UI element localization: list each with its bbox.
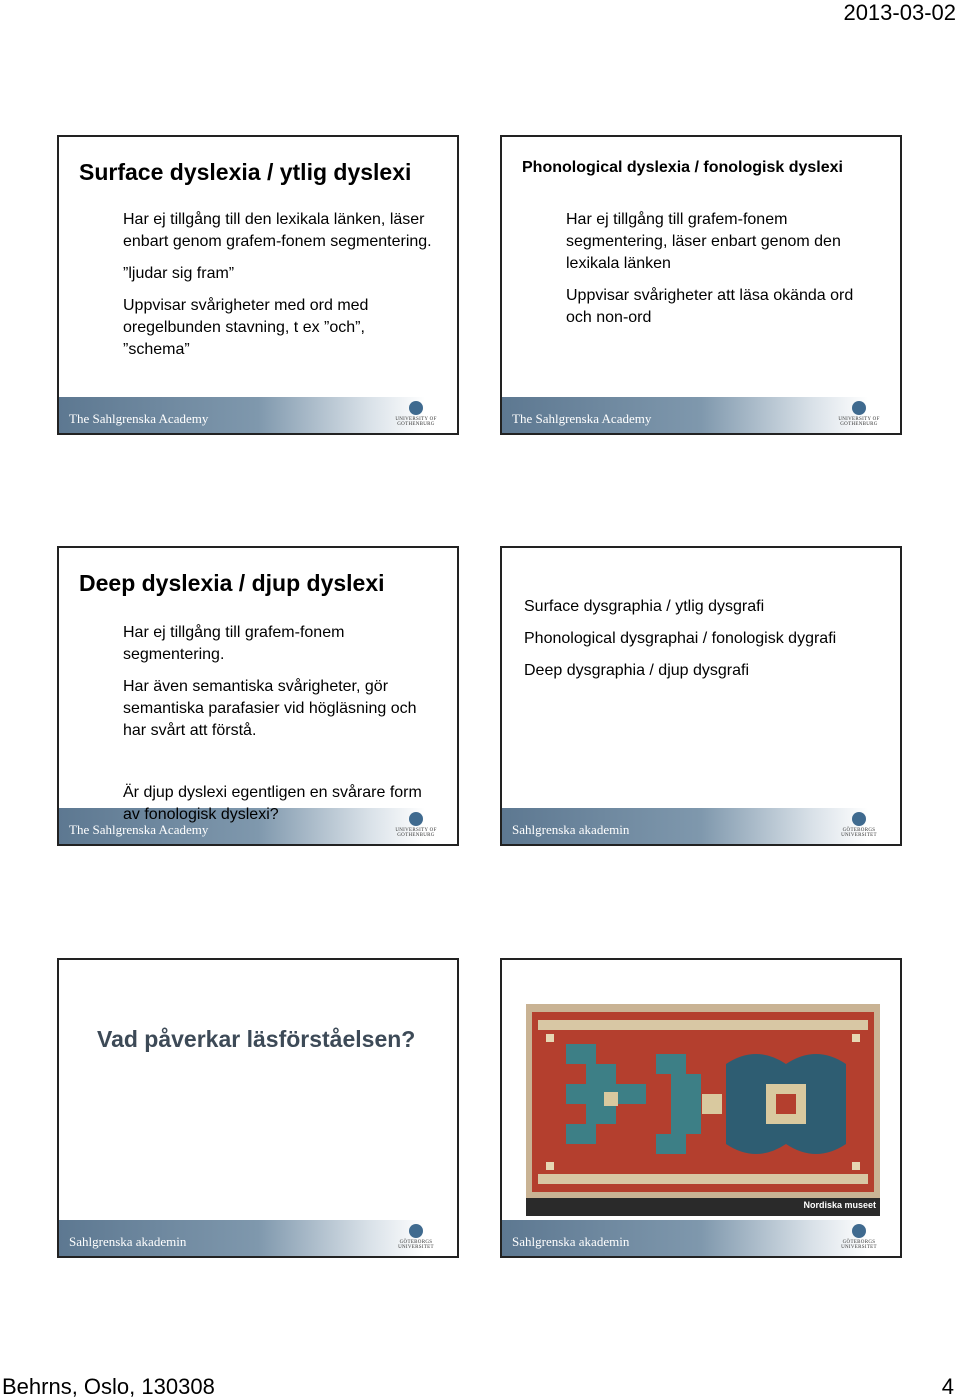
slide-paragraph: Har ej tillgång till den lexikala länken, läser enbart genom grafem-fonem segmentering. bbox=[123, 211, 432, 250]
university-logo bbox=[383, 812, 449, 838]
university-seal-icon bbox=[409, 812, 423, 826]
university-logo-text: UNIVERSITY OF GOTHENBURG bbox=[838, 417, 880, 427]
university-seal-icon bbox=[409, 1224, 423, 1238]
university-logo-text: UNIVERSITY OF GOTHENBURG bbox=[395, 417, 437, 427]
university-logo bbox=[383, 1224, 449, 1250]
slide-body bbox=[123, 622, 433, 752]
academy-label: Sahlgrenska akademin bbox=[512, 822, 630, 837]
university-logo bbox=[383, 401, 449, 427]
slide-paragraph: ”ljudar sig fram” bbox=[123, 265, 235, 282]
image-caption: Nordiska museet bbox=[803, 1200, 876, 1210]
slide-paragraph: Deep dysgraphia / djup dysgrafi bbox=[524, 662, 750, 679]
slide-phonological-dyslexia bbox=[500, 135, 902, 435]
slide-paragraph: Har ej tillgång till grafem-fonem segmentering, läser enbart genom den lexikala länken bbox=[566, 211, 841, 272]
slide-paragraph: Har ej tillgång till grafem-fonem segmentering. bbox=[123, 624, 345, 663]
university-logo bbox=[826, 1224, 892, 1250]
academy-label: The Sahlgrenska Academy bbox=[69, 822, 209, 837]
woven-textile-image bbox=[526, 1004, 880, 1200]
page-number: 4 bbox=[941, 1374, 954, 1399]
slide-question: Är djup dyslexi egentligen en svårare form av fonologisk dyslexi? bbox=[123, 784, 422, 823]
slide-surface-dyslexia bbox=[57, 135, 459, 435]
slide-title: Phonological dyslexia / fonologisk dyslexi bbox=[522, 159, 843, 176]
slide-paragraph: Uppvisar svårigheter att läsa okända ord och non-ord bbox=[566, 287, 854, 326]
university-logo bbox=[826, 812, 892, 838]
slide-textile-image bbox=[500, 958, 902, 1258]
slide-deep-dyslexia bbox=[57, 546, 459, 846]
university-seal-icon bbox=[409, 401, 423, 415]
university-seal-icon bbox=[852, 401, 866, 415]
university-logo-text: GÖTEBORGS UNIVERSITET bbox=[841, 828, 877, 838]
academy-label: Sahlgrenska akademin bbox=[512, 1234, 630, 1249]
slide-title: Vad påverkar läsförståelsen? bbox=[97, 1026, 416, 1052]
academy-label: The Sahlgrenska Academy bbox=[69, 411, 209, 426]
slide-title: Surface dyslexia / ytlig dyslexi bbox=[79, 159, 412, 185]
page-date: 2013-03-02 bbox=[843, 0, 956, 25]
slide-paragraph: Har även semantiska svårigheter, gör semantiska parafasier vid högläsning och har svårt att förstå. bbox=[123, 678, 417, 739]
slide-dysgraphia bbox=[500, 546, 902, 846]
slide-body bbox=[566, 209, 876, 339]
academy-label: The Sahlgrenska Academy bbox=[512, 411, 652, 426]
academy-label: Sahlgrenska akademin bbox=[69, 1234, 187, 1249]
slide-body bbox=[524, 596, 894, 692]
image-caption-bar bbox=[526, 1198, 880, 1216]
university-logo-text: GÖTEBORGS UNIVERSITET bbox=[841, 1240, 877, 1250]
slide-body bbox=[123, 209, 433, 371]
university-seal-icon bbox=[852, 812, 866, 826]
slide-paragraph: Uppvisar svårigheter med ord med oregelbunden stavning, t ex ”och”, ”schema” bbox=[123, 297, 369, 358]
university-logo-text: UNIVERSITY OF GOTHENBURG bbox=[395, 828, 437, 838]
university-seal-icon bbox=[852, 1224, 866, 1238]
slide-paragraph: Surface dysgraphia / ytlig dysgrafi bbox=[524, 598, 765, 615]
university-logo bbox=[826, 401, 892, 427]
slide-paragraph: Phonological dysgraphai / fonologisk dygrafi bbox=[524, 630, 837, 647]
university-logo-text: GÖTEBORGS UNIVERSITET bbox=[398, 1240, 434, 1250]
slide-title: Deep dyslexia / djup dyslexi bbox=[79, 570, 385, 596]
footer-author: Behrns, Oslo, 130308 bbox=[2, 1374, 215, 1399]
slide-reading-comprehension bbox=[57, 958, 459, 1258]
